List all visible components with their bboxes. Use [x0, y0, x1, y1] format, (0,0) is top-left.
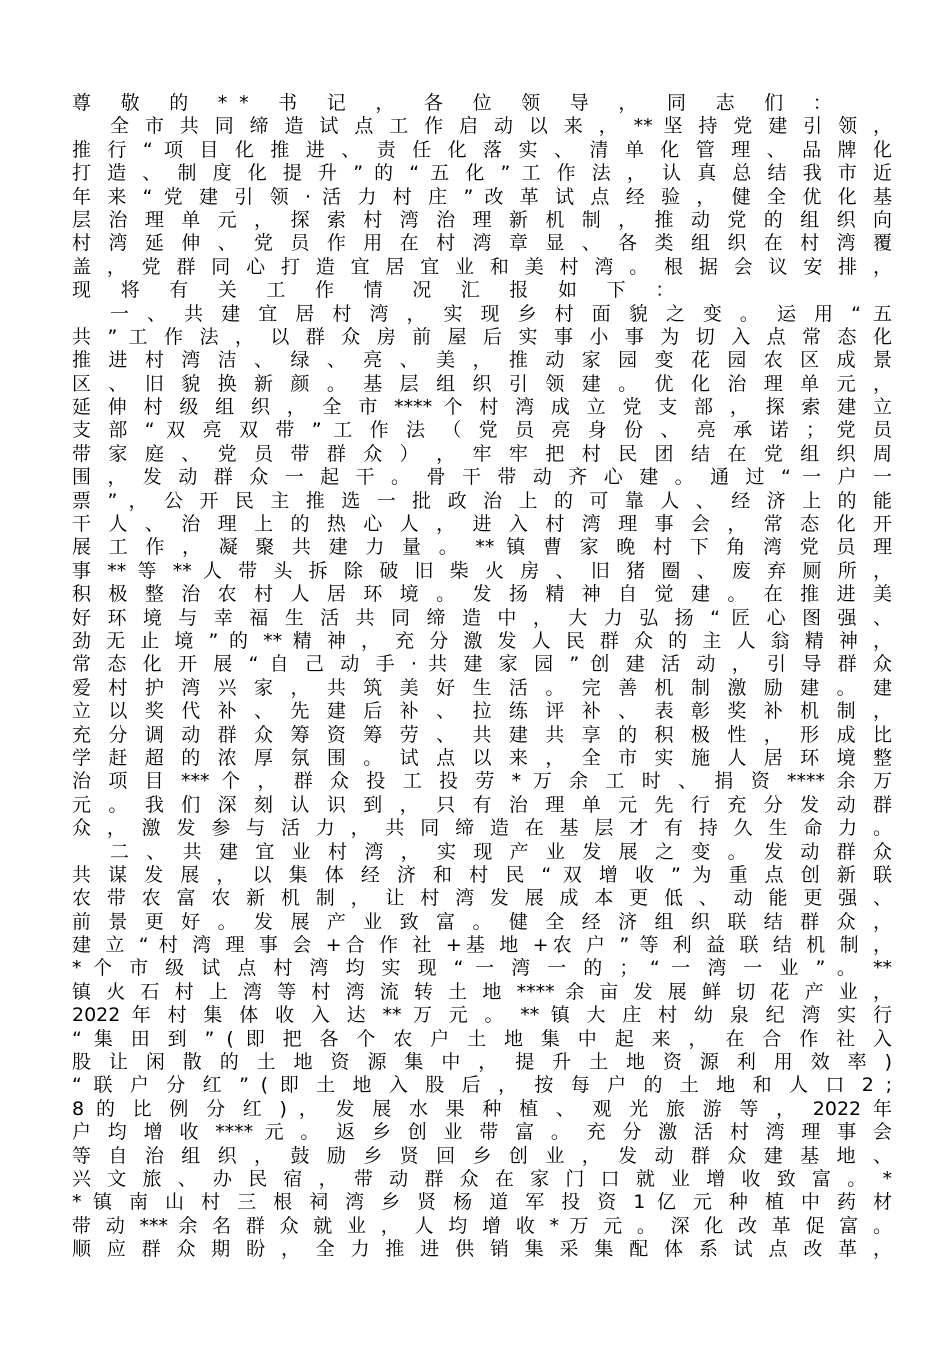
text-line: 干 人 、 治 理 上 的 热 心 人 ， 进 入 村 湾 理 事 会 ， 常 态 化 开 — [72, 513, 892, 536]
text-line: 全 市 共 同 缔 造 试 点 工 作 启 动 以 来 ， ** 坚 持 党 建 引 领 ， — [110, 115, 892, 138]
text-line: 劲 无 止 境 ” 的 ** 精 神 ， 充 分 激 发 人 民 群 众 的 主 人 翁 精 神 ， — [72, 629, 892, 652]
text-line: 票 ” ， 公 开 民 主 推 选 一 批 政 治 上 的 可 靠 人 、 经 济 上 的 能 — [72, 489, 892, 512]
text-line: 年 来 “ 党 建 引 领 · 活 力 村 庄 ” 改 革 试 点 经 验 ， 健 全 优 化 基 — [72, 185, 892, 208]
text-line: 股 让 闲 散 的 土 地 资 源 集 中 ， 提 升 土 地 资 源 利 用 效 率 ) — [72, 1051, 892, 1074]
text-line: 带 动 *** 余 名 群 众 就 业 ， 人 均 增 收 * 万 元 。 深 化 改 革 促 富 。 — [72, 1214, 892, 1237]
text-line: 等 自 治 组 织 ， 鼓 励 乡 贤 回 乡 创 业 ， 发 动 群 众 建 基 地 、 — [72, 1144, 892, 1167]
text-line: 现 将 有 关 工 作 情 况 汇 报 如 下 ： — [72, 279, 686, 302]
text-line: 立 以 奖 代 补 、 先 建 后 补 、 拉 练 评 补 、 表 彰 奖 补 机 制 ， — [72, 700, 892, 723]
text-line: 顺 应 群 众 期 盼 ， 全 力 推 进 供 销 集 采 集 配 体 系 试 点 改 革 ， — [72, 1238, 892, 1261]
text-line: 众 ， 激 发 参 与 活 力 ， 共 同 缔 造 在 基 层 才 有 持 久 生 命 力 。 — [72, 817, 892, 840]
text-line: 共 ” 工 作 法 ， 以 群 众 房 前 屋 后 实 事 小 事 为 切 入 点 常 态 化 — [72, 325, 892, 348]
text-line: 学 赶 超 的 浓 厚 氛 围 。 试 点 以 来 ， 全 市 实 施 人 居 环 境 整 — [72, 746, 892, 769]
text-line: 区 、 旧 貌 换 新 颜 。 基 层 组 织 引 领 建 。 优 化 治 理 单 元 ， — [72, 372, 892, 395]
text-line: “ 集 田 到 ” ( 即 把 各 个 农 户 土 地 集 中 起 来 ， 在 合 作 社 入 — [72, 1027, 892, 1050]
text-line: 推 进 村 湾 洁 、 绿 、 亮 、 美 ， 推 动 家 园 变 花 园 农 区 成 景 — [72, 349, 892, 372]
text-line: * 镇 南 山 村 三 根 祠 湾 乡 贤 杨 道 军 投 资 1 亿 元 种 植 中 药 材 — [72, 1191, 892, 1214]
text-line: 好 环 境 与 幸 福 生 活 共 同 缔 造 中 ， 大 力 弘 扬 “ 匠 心 图 强 、 — [72, 606, 892, 629]
text-line: 爱 村 护 湾 兴 家 ， 共 筑 美 好 生 活 。 完 善 机 制 激 励 建 。 建 — [72, 676, 892, 699]
text-line: 前 景 更 好 。 发 展 产 业 致 富 。 健 全 经 济 组 织 联 结 群 众 ， — [72, 910, 892, 933]
text-line: 层 治 理 单 元 ， 探 索 村 湾 治 理 新 机 制 ， 推 动 党 的 组 织 向 — [72, 208, 892, 231]
text-line: 打 造 、 制 度 化 提 升 ” 的 “ 五 化 ” 工 作 法 ， 认 真 总 结 我 市 近 — [72, 162, 892, 185]
text-line: 元 。 我 们 深 刻 认 识 到 ， 只 有 治 理 单 元 先 行 充 分 发 动 群 — [72, 793, 892, 816]
section-heading-line: 一 、 共 建 宜 居 村 湾 ， 实 现 乡 村 面 貌 之 变 。 运 用 “ 五 — [110, 302, 892, 325]
text-line: “ 联 户 分 红 ” ( 即 土 地 入 股 后 ， 按 每 户 的 土 地 和 人 口 2 ; — [72, 1074, 892, 1097]
text-line: 盖 ， 党 群 同 心 打 造 宜 居 宜 业 和 美 村 湾 。 根 据 会 议 安 排 ， — [72, 255, 892, 278]
text-line: 2022 年 村 集 体 收 入 达 ** 万 元 。 ** 镇 大 庄 村 幼 泉 纪 湾 实 行 — [72, 1004, 892, 1027]
text-line: 常 态 化 开 展 “ 自 己 动 手 · 共 建 家 园 ” 创 建 活 动 ， 引 导 群 众 — [72, 653, 892, 676]
text-line: 推 行 “ 项 目 化 推 进 、 责 任 化 落 实 、 清 单 化 管 理 、 品 牌 化 — [72, 138, 892, 161]
section-heading-line: 二 、 共 建 宜 业 村 湾 ， 实 现 产 业 发 展 之 变 。 发 动 群 众 — [110, 840, 892, 863]
text-line: * 个 市 级 试 点 村 湾 均 实 现 “ 一 湾 一 的 ； “ 一 湾 一 业 ” 。 ** — [72, 957, 892, 980]
salutation-line: 尊 敬 的 ** 书 记 ， 各 位 领 导 ， 同 志 们 ： — [72, 92, 844, 114]
text-line: 带 家 庭 、 党 员 带 群 众 ） ， 牢 牢 把 村 民 团 结 在 党 组 织 周 — [72, 442, 892, 465]
text-line: 支 部 “ 双 亮 双 带 ” 工 作 法 （ 党 员 亮 身 份 、 亮 承 诺 ； 党 员 — [72, 419, 892, 442]
text-line: 事 ** 等 ** 人 带 头 拆 除 破 旧 柴 火 房 、 旧 猪 圈 、 废 弃 厕 所 ， — [72, 559, 892, 582]
text-line: 农 带 农 富 农 新 机 制 ， 让 村 湾 发 展 成 本 更 低 、 动 能 更 强 、 — [72, 887, 892, 910]
text-line: 8 的 比 例 分 红 ) ， 发 展 水 果 种 植 、 观 光 旅 游 等 ， 2022 年 — [72, 1097, 892, 1120]
text-line: 村 湾 延 伸 、 党 员 作 用 在 村 湾 章 显 、 各 类 组 织 在 村 湾 覆 — [72, 232, 892, 255]
text-line: 积 极 整 治 农 村 人 居 环 境 。 发 扬 精 神 自 觉 建 。 在 推 进 美 — [72, 583, 892, 606]
text-line: 围 ， 发 动 群 众 一 起 干 。 骨 干 带 动 齐 心 建 。 通 过 “ 一 户 一 — [72, 466, 892, 489]
text-line: 兴 文 旅 、 办 民 宿 ， 带 动 群 众 在 家 门 口 就 业 增 收 致 富 。 * — [72, 1167, 892, 1190]
text-line: 镇 火 石 村 上 湾 等 村 湾 流 转 土 地 **** 余 亩 发 展 鲜 切 花 产 业 ， — [72, 980, 892, 1003]
text-line: 展 工 作 ， 凝 聚 共 建 力 量 。 ** 镇 曹 家 晚 村 下 角 湾 党 员 理 — [72, 536, 892, 559]
text-line: 建 立 “ 村 湾 理 事 会 +合 作 社 +基 地 +农 户 ” 等 利 益 联 结 机 制 ， — [72, 934, 892, 957]
report-body — [72, 92, 892, 1262]
text-line: 充 分 调 动 群 众 筹 资 筹 劳 、 共 建 共 享 的 积 极 性 ， 形 成 比 — [72, 723, 892, 746]
text-line: 治 项 目 *** 个 ， 群 众 投 工 投 劳 * 万 余 工 时 、 捐 资 **** 余 万 — [72, 770, 892, 793]
text-line: 共 谋 发 展 ， 以 集 体 经 济 和 村 民 “ 双 增 收 ” 为 重 点 创 新 联 — [72, 863, 892, 886]
text-line: 延 伸 村 级 组 织 ， 全 市 **** 个 村 湾 成 立 党 支 部 ， 探 索 建 立 — [72, 396, 892, 419]
text-line: 户 均 增 收 **** 元 。 返 乡 创 业 带 富 。 充 分 激 活 村 湾 理 事 会 — [72, 1121, 892, 1144]
